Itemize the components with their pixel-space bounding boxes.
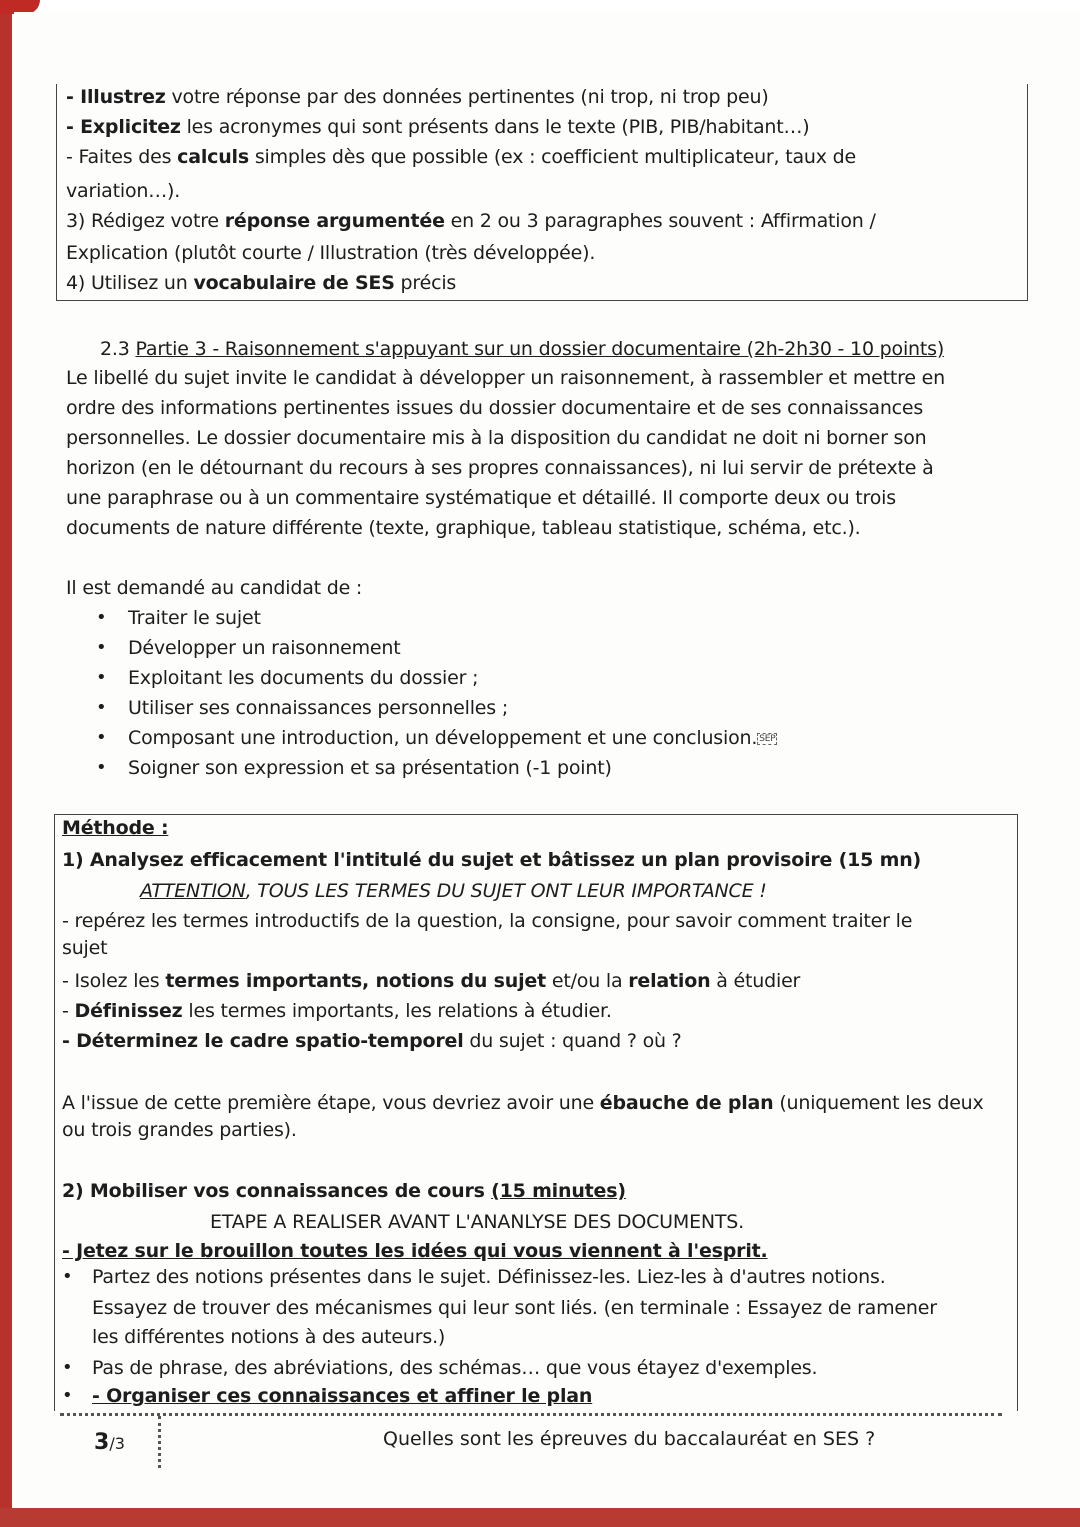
bullet-icon: • [96,637,107,658]
line-text: précis [394,272,457,294]
list-item-text: Composant une introduction, un développement et une conclusion. [128,727,758,749]
method-line [62,996,612,1026]
paragraph-line: horizon (en le détournant du recours à ses propres connaissances), ni lui servir de prétexte à [66,457,934,479]
attention-text: , TOUS LES TERMES DU SUJET ONT LEUR IMPORTANCE ! [245,880,767,902]
bold-term: Définissez [74,1000,183,1022]
bold-term: ébauche de plan [599,1092,774,1114]
box1-line-2 [66,112,810,142]
step-label: 2) Mobiliser vos connaissances de cours [62,1180,492,1202]
footer-title: Quelles sont les épreuves du baccalauréat en SES ? [383,1428,876,1450]
bullet-icon: • [96,727,107,748]
page-number [94,1430,125,1455]
bullet-icon: • [96,607,107,628]
intro-text: Il est demandé au candidat de : [66,577,363,599]
step-duration: (15 minutes) [491,1180,626,1202]
paragraph-line: une paraphrase ou à un commentaire systématique et détaillé. Il comporte deux ou trois [66,487,896,509]
list-item: Exploitant les documents du dossier ; [128,667,479,689]
paragraph-line: ordre des informations pertinentes issues du dossier documentaire et de ses connaissances [66,397,924,419]
list-item [128,723,777,753]
bullet-icon: • [96,697,107,718]
box1-line-3 [66,142,856,172]
box1-line-4 [66,176,180,206]
line-text: - Isolez les [62,970,166,992]
method-line [62,966,800,996]
line-text: (uniquement les deux [773,1092,984,1114]
line-text: Explication (plutôt courte / Illustration (très développée). [66,242,596,264]
method-line: ou trois grandes parties). [62,1119,297,1141]
sep-marker-icon: SEP [759,733,776,744]
method-line: - repérez les termes introductifs de la question, la consigne, pour savoir comment traiter le [62,910,913,932]
box1-line-6 [66,238,595,268]
line-text: votre réponse par des données pertinentes (ni trop, ni trop peu) [165,86,769,108]
method-step-1: 1) Analysez efficacement l'intitulé du sujet et bâtissez un plan provisoire (15 mn) [62,849,922,871]
list-item: Soigner son expression et sa présentation (-1 point) [128,757,612,779]
line-text: - [62,1000,75,1022]
attention-label: ATTENTION [140,880,246,902]
paragraph-line: personnelles. Le dossier documentaire mis à la disposition du candidat ne doit ni borner son [66,427,927,449]
method-bullet-line: Pas de phrase, des abréviations, des schémas… que vous étayez d'exemples. [92,1357,818,1379]
bold-term: calculs [177,146,249,168]
line-text: les acronymes qui sont présents dans le texte (PIB, PIB/habitant…) [180,116,810,138]
box1-line-1 [66,82,769,112]
line-text: en 2 ou 3 paragraphes souvent : Affirmation / [444,210,876,232]
bold-term: relation [628,970,711,992]
line-text: et/ou la [546,970,629,992]
method-bullet-line: Partez des notions présentes dans le sujet. Définissez-les. Liez-les à d'autres notions. [92,1266,886,1288]
footer-vertical-divider [158,1416,161,1468]
line-text: simples dès que possible (ex : coefficient multiplicateur, taux de [248,146,856,168]
paragraph-line: Le libellé du sujet invite le candidat à développer un raisonnement, à rassembler et mettre en [66,367,946,389]
list-item: Utiliser ses connaissances personnelles ; [128,697,509,719]
bold-term: termes importants, notions du sujet [165,970,546,992]
section-number: 2.3 [100,338,130,360]
line-text: 3) Rédigez votre [66,210,225,232]
footer-divider [60,1413,1002,1416]
line-text: - Faites des [66,146,178,168]
background-edge-bottom [0,1508,1080,1527]
line-text: variation…). [66,180,181,202]
method-heading: Méthode : [62,817,169,839]
section-title: Partie 3 - Raisonnement s'appuyant sur un dossier documentaire (2h-2h30 - 10 points) [135,338,945,360]
method-line: sujet [62,937,108,959]
list-item: Développer un raisonnement [128,637,401,659]
method-line [62,1026,682,1056]
line-text: 4) Utilisez un [66,272,194,294]
bullet-icon: • [62,1385,73,1406]
bold-term: - Illustrez [66,86,166,108]
paragraph-line: documents de nature différente (texte, graphique, tableau statistique, schéma, etc.). [66,517,861,539]
line-text: à étudier [710,970,801,992]
method-step-2 [62,1176,626,1206]
bold-term: vocabulaire de SES [193,272,395,294]
step2-instruction: - Jetez sur le brouillon toutes les idées qui vous viennent à l'esprit. [62,1240,768,1262]
background-edge-left [0,10,12,1527]
box1-line-7 [66,268,456,298]
method-bullet-line: - Organiser ces connaissances et affiner le plan [92,1385,593,1407]
box1-line-5 [66,206,876,236]
line-text: du sujet : quand ? où ? [463,1030,682,1052]
bullet-icon: • [62,1357,73,1378]
bullet-icon: • [96,757,107,778]
page-total: /3 [109,1434,125,1453]
step2-note: ETAPE A REALISER AVANT L'ANANLYSE DES DOCUMENTS. [210,1211,745,1233]
attention-note [140,876,767,906]
method-bullet-line: les différentes notions à des auteurs.) [92,1326,446,1348]
method-bullet-line: Essayez de trouver des mécanismes qui leur sont liés. (en terminale : Essayez de ramener [92,1297,937,1319]
bold-term: - Déterminez le cadre spatio-temporel [62,1030,464,1052]
method-line [62,1088,984,1118]
line-text: A l'issue de cette première étape, vous devriez avoir une [62,1092,600,1114]
page-current: 3 [94,1430,110,1455]
bullet-icon: • [96,667,107,688]
section-heading [100,334,944,364]
bold-term: réponse argumentée [224,210,445,232]
list-item: Traiter le sujet [128,607,261,629]
bold-term: - Explicitez [66,116,181,138]
line-text: les termes importants, les relations à étudier. [182,1000,612,1022]
bullet-icon: • [62,1266,73,1287]
